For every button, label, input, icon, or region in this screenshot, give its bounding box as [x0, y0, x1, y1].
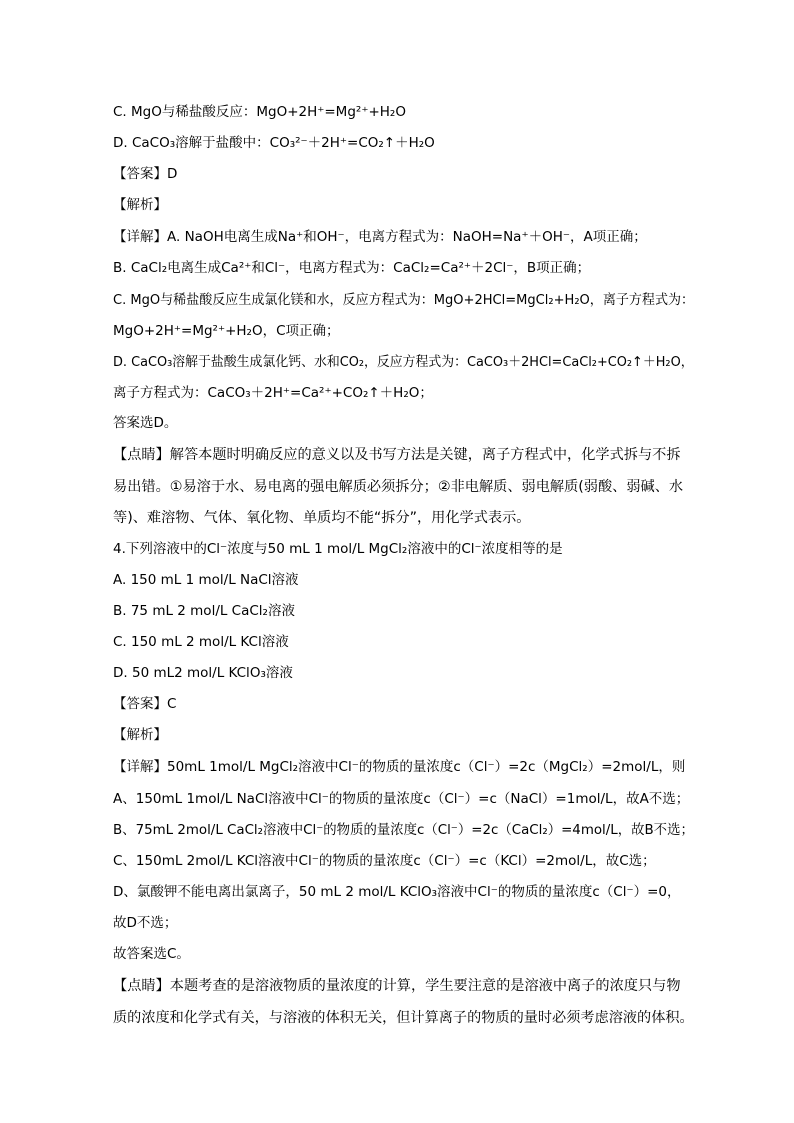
detail-option-b: B、75mL 2mol/L CaCl₂溶液中Cl⁻的物质的量浓度c（Cl⁻）=2c（CaCl₂）=4mol/L，故B不选； — [113, 822, 694, 838]
detail-option-d-cont: 故D不选； — [113, 915, 178, 931]
detail-b-line: B. CaCl₂电离生成Ca²⁺和Cl⁻，电离方程式为：CaCl₂=Ca²⁺＋2Cl⁻，B项正确； — [113, 260, 591, 276]
answer-label-2: 【答案】C — [113, 696, 177, 712]
option-d-line: D. CaCO₃溶解于盐酸中：CO₃²⁻＋2H⁺=CO₂↑＋H₂O — [113, 135, 435, 151]
question-4-stem: 4.下列溶液中的Cl⁻浓度与50 mL 1 mol/L MgCl₂溶液中的Cl⁻浓度相等的是 — [113, 541, 563, 557]
analysis-label: 【解析】 — [113, 197, 167, 213]
detail-option-c: C、150mL 2mol/L KCl溶液中Cl⁻的物质的量浓度c（Cl⁻）=c（KCl）=2mol/L，故C选； — [113, 853, 656, 869]
question-4-option-c: C. 150 mL 2 mol/L KCl溶液 — [113, 634, 289, 650]
final-answer-line: 故答案选C。 — [113, 946, 190, 962]
question-4-option-b: B. 75 mL 2 mol/L CaCl₂溶液 — [113, 603, 295, 619]
note-line-1: 【点睛】解答本题时明确反应的意义以及书写方法是关键，离子方程式中，化学式拆与不拆 — [113, 447, 681, 463]
answer-choice-line: 答案选D。 — [113, 415, 178, 431]
detail-a-line: 【详解】A. NaOH电离生成Na⁺和OH⁻，电离方程式为：NaOH=Na⁺＋OH⁻，A项正确； — [113, 229, 647, 245]
option-c-line: C. MgO与稀盐酸反应：MgO+2H⁺=Mg²⁺+H₂O — [113, 104, 406, 120]
note-2-line-2: 质的浓度和化学式有关，与溶液的体积无关，但计算离子的物质的量时必须考虑溶液的体积。 — [113, 1010, 694, 1026]
detail-c-line: C. MgO与稀盐酸反应生成氯化镁和水，反应方程式为：MgO+2HCl=MgCl₂+H₂O，离子方程式为： — [113, 292, 695, 308]
question-4-option-d: D. 50 mL2 mol/L KClO₃溶液 — [113, 665, 293, 681]
detail-c-cont-line: MgO+2H⁺=Mg²⁺+H₂O，C项正确； — [113, 323, 340, 339]
question-4-option-a: A. 150 mL 1 mol/L NaCl溶液 — [113, 572, 299, 588]
note-2-line-1: 【点睛】本题考查的是溶液物质的量浓度的计算，学生要注意的是溶液中离子的浓度只与物 — [113, 978, 681, 994]
analysis-label-2: 【解析】 — [113, 727, 167, 743]
detail-option-a: A、150mL 1mol/L NaCl溶液中Cl⁻的物质的量浓度c（Cl⁻）=c（NaCl）=1mol/L，故A不选； — [113, 791, 690, 807]
detail-d-cont-line: 离子方程式为：CaCO₃＋2H⁺=Ca²⁺+CO₂↑＋H₂O； — [113, 385, 433, 401]
detail-d-line: D. CaCO₃溶解于盐酸生成氯化钙、水和CO₂，反应方程式为：CaCO₃＋2HCl=CaCl₂+CO₂↑＋H₂O， — [113, 354, 694, 370]
detail-intro-line: 【详解】50mL 1mol/L MgCl₂溶液中Cl⁻的物质的量浓度c（Cl⁻）=2c（MgCl₂）=2mol/L，则 — [113, 759, 686, 775]
note-line-2: 易出错。①易溶于水、易电离的强电解质必须拆分；②非电解质、弱电解质(弱酸、弱碱、水 — [113, 479, 684, 495]
note-line-3: 等)、难溶物、气体、氧化物、单质均不能“拆分”，用化学式表示。 — [113, 510, 531, 526]
answer-label: 【答案】D — [113, 166, 178, 182]
detail-option-d: D、氯酸钾不能电离出氯离子，50 mL 2 mol/L KClO₃溶液中Cl⁻的物质的量浓度c（Cl⁻）=0， — [113, 884, 681, 900]
